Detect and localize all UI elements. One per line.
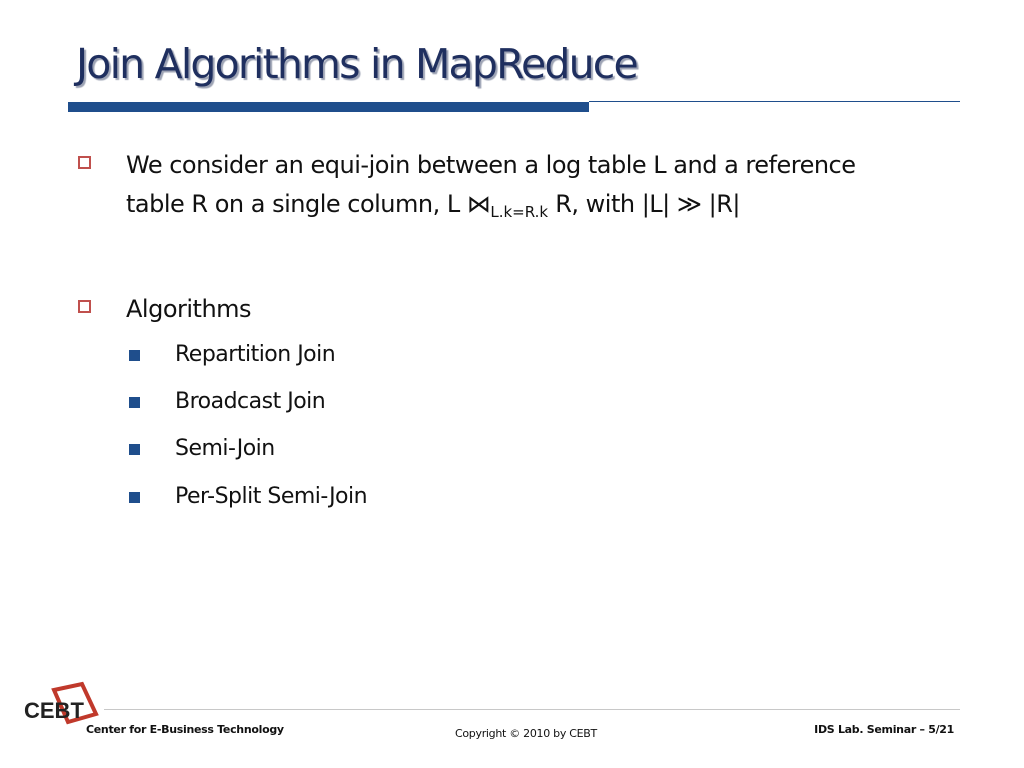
bullet-line-2-prefix: table R on a single column, L [126, 190, 467, 218]
footer-copyright: Copyright © 2010 by CEBT [455, 727, 597, 740]
bullet-equi-join-text [126, 146, 946, 232]
algorithm-item-broadcast-join: Broadcast Join [175, 389, 326, 414]
title-underline-thin [589, 101, 960, 102]
bullet-algorithms-label: Algorithms [126, 295, 252, 323]
bullet-line-1: We consider an equi-join between a log table L and a reference [126, 151, 856, 179]
filled-square-bullet-icon [129, 444, 140, 455]
filled-square-bullet-icon [129, 350, 140, 361]
algorithm-item-per-split-semi-join: Per-Split Semi-Join [175, 484, 368, 509]
title-underline-thick [68, 102, 589, 112]
hollow-square-bullet-icon [78, 300, 91, 313]
bullet-line-2-suffix: R, with |L| ≫ |R| [548, 190, 740, 218]
slide-title: Join Algorithms in MapReduce [76, 40, 637, 88]
footer-org: Center for E-Business Technology [86, 723, 284, 736]
footer-page-label: IDS Lab. Seminar – 5/21 [814, 723, 954, 736]
join-symbol: ⋈ [466, 190, 491, 218]
algorithm-item-semi-join: Semi-Join [175, 436, 275, 461]
logo-text: CEBT [24, 698, 84, 723]
hollow-square-bullet-icon [78, 156, 91, 169]
algorithm-item-repartition-join: Repartition Join [175, 342, 336, 367]
filled-square-bullet-icon [129, 492, 140, 503]
footer-divider [104, 709, 960, 710]
filled-square-bullet-icon [129, 397, 140, 408]
join-condition-subscript: L.k=R.k [490, 203, 549, 221]
